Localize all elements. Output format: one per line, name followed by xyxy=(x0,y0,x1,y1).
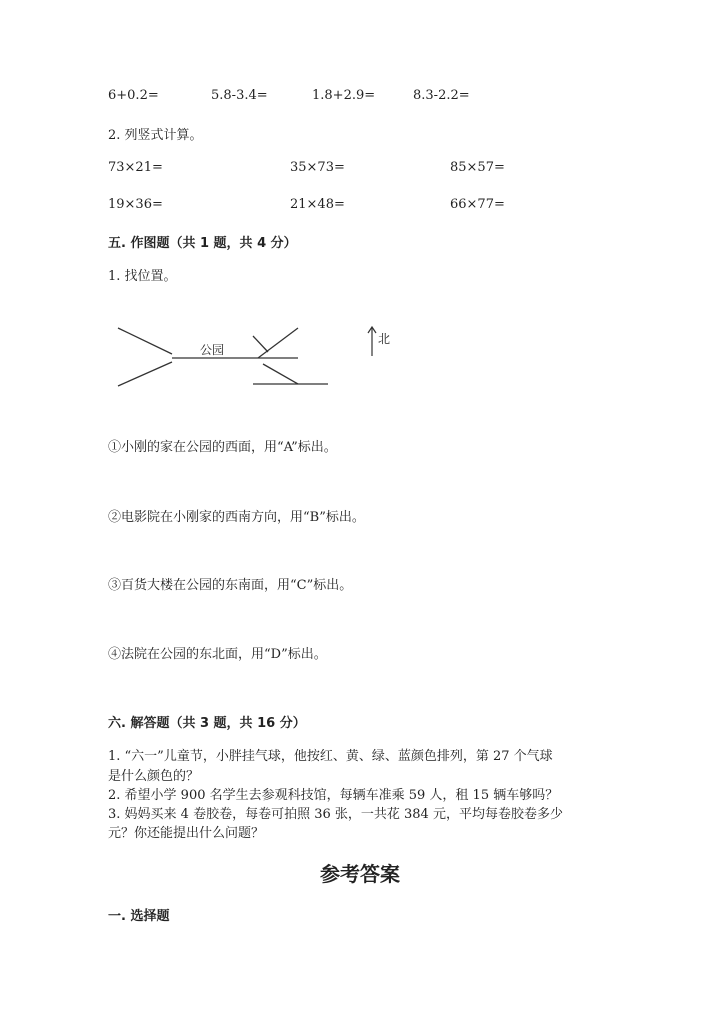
calc-item: 6+0.2= xyxy=(108,88,159,103)
section-heading: 六. 解答题（共 3 题，共 16 分） xyxy=(108,716,306,731)
section-heading: 五. 作图题（共 1 题，共 4 分） xyxy=(108,236,297,251)
calc-item: 8.3-2.2= xyxy=(413,88,470,103)
task-item: ④法院在公园的东北面，用“D”标出。 xyxy=(108,647,327,662)
map-diagram xyxy=(108,318,408,398)
road-line xyxy=(118,328,172,354)
calc-item: 21×48= xyxy=(290,197,345,212)
question-text: 2. 列竖式计算。 xyxy=(108,128,203,143)
question-text: 3. 妈妈买来 4 卷胶卷，每卷可拍照 36 张，一共花 384 元，平均每卷胶卷多少 xyxy=(108,807,563,822)
calc-item: 66×77= xyxy=(450,197,505,212)
question-text: 元？你还能提出什么问题？ xyxy=(108,826,265,841)
section-heading: 一. 选择题 xyxy=(108,909,170,924)
question-text: 2. 希望小学 900 名学生去参观科技馆，每辆车准乘 59 人，租 15 辆车够吗？ xyxy=(108,788,559,803)
calc-item: 35×73= xyxy=(290,160,345,175)
north-arrow-icon xyxy=(368,327,376,356)
task-item: ②电影院在小刚家的西南方向，用“B”标出。 xyxy=(108,510,365,525)
calc-item: 19×36= xyxy=(108,197,163,212)
question-text: 是什么颜色的？ xyxy=(108,769,200,784)
question-text: 1. 找位置。 xyxy=(108,269,177,284)
task-item: ①小刚的家在公园的西面，用“A”标出。 xyxy=(108,440,337,455)
calc-item: 73×21= xyxy=(108,160,163,175)
north-label: 北 xyxy=(378,332,391,346)
road-line xyxy=(263,364,298,384)
road-line xyxy=(258,328,298,358)
task-item: ③百货大楼在公园的东南面，用“C”标出。 xyxy=(108,578,353,593)
calc-item: 5.8-3.4= xyxy=(211,88,268,103)
road-line xyxy=(118,362,172,386)
answers-title: 参考答案 xyxy=(320,862,400,886)
park-label: 公园 xyxy=(200,343,225,357)
question-text: 1. “六一”儿童节，小胖挂气球，他按红、黄、绿、蓝颜色排列，第 27 个气球 xyxy=(108,749,553,764)
road-line xyxy=(253,336,268,352)
calc-item: 1.8+2.9= xyxy=(312,88,376,103)
calc-item: 85×57= xyxy=(450,160,505,175)
